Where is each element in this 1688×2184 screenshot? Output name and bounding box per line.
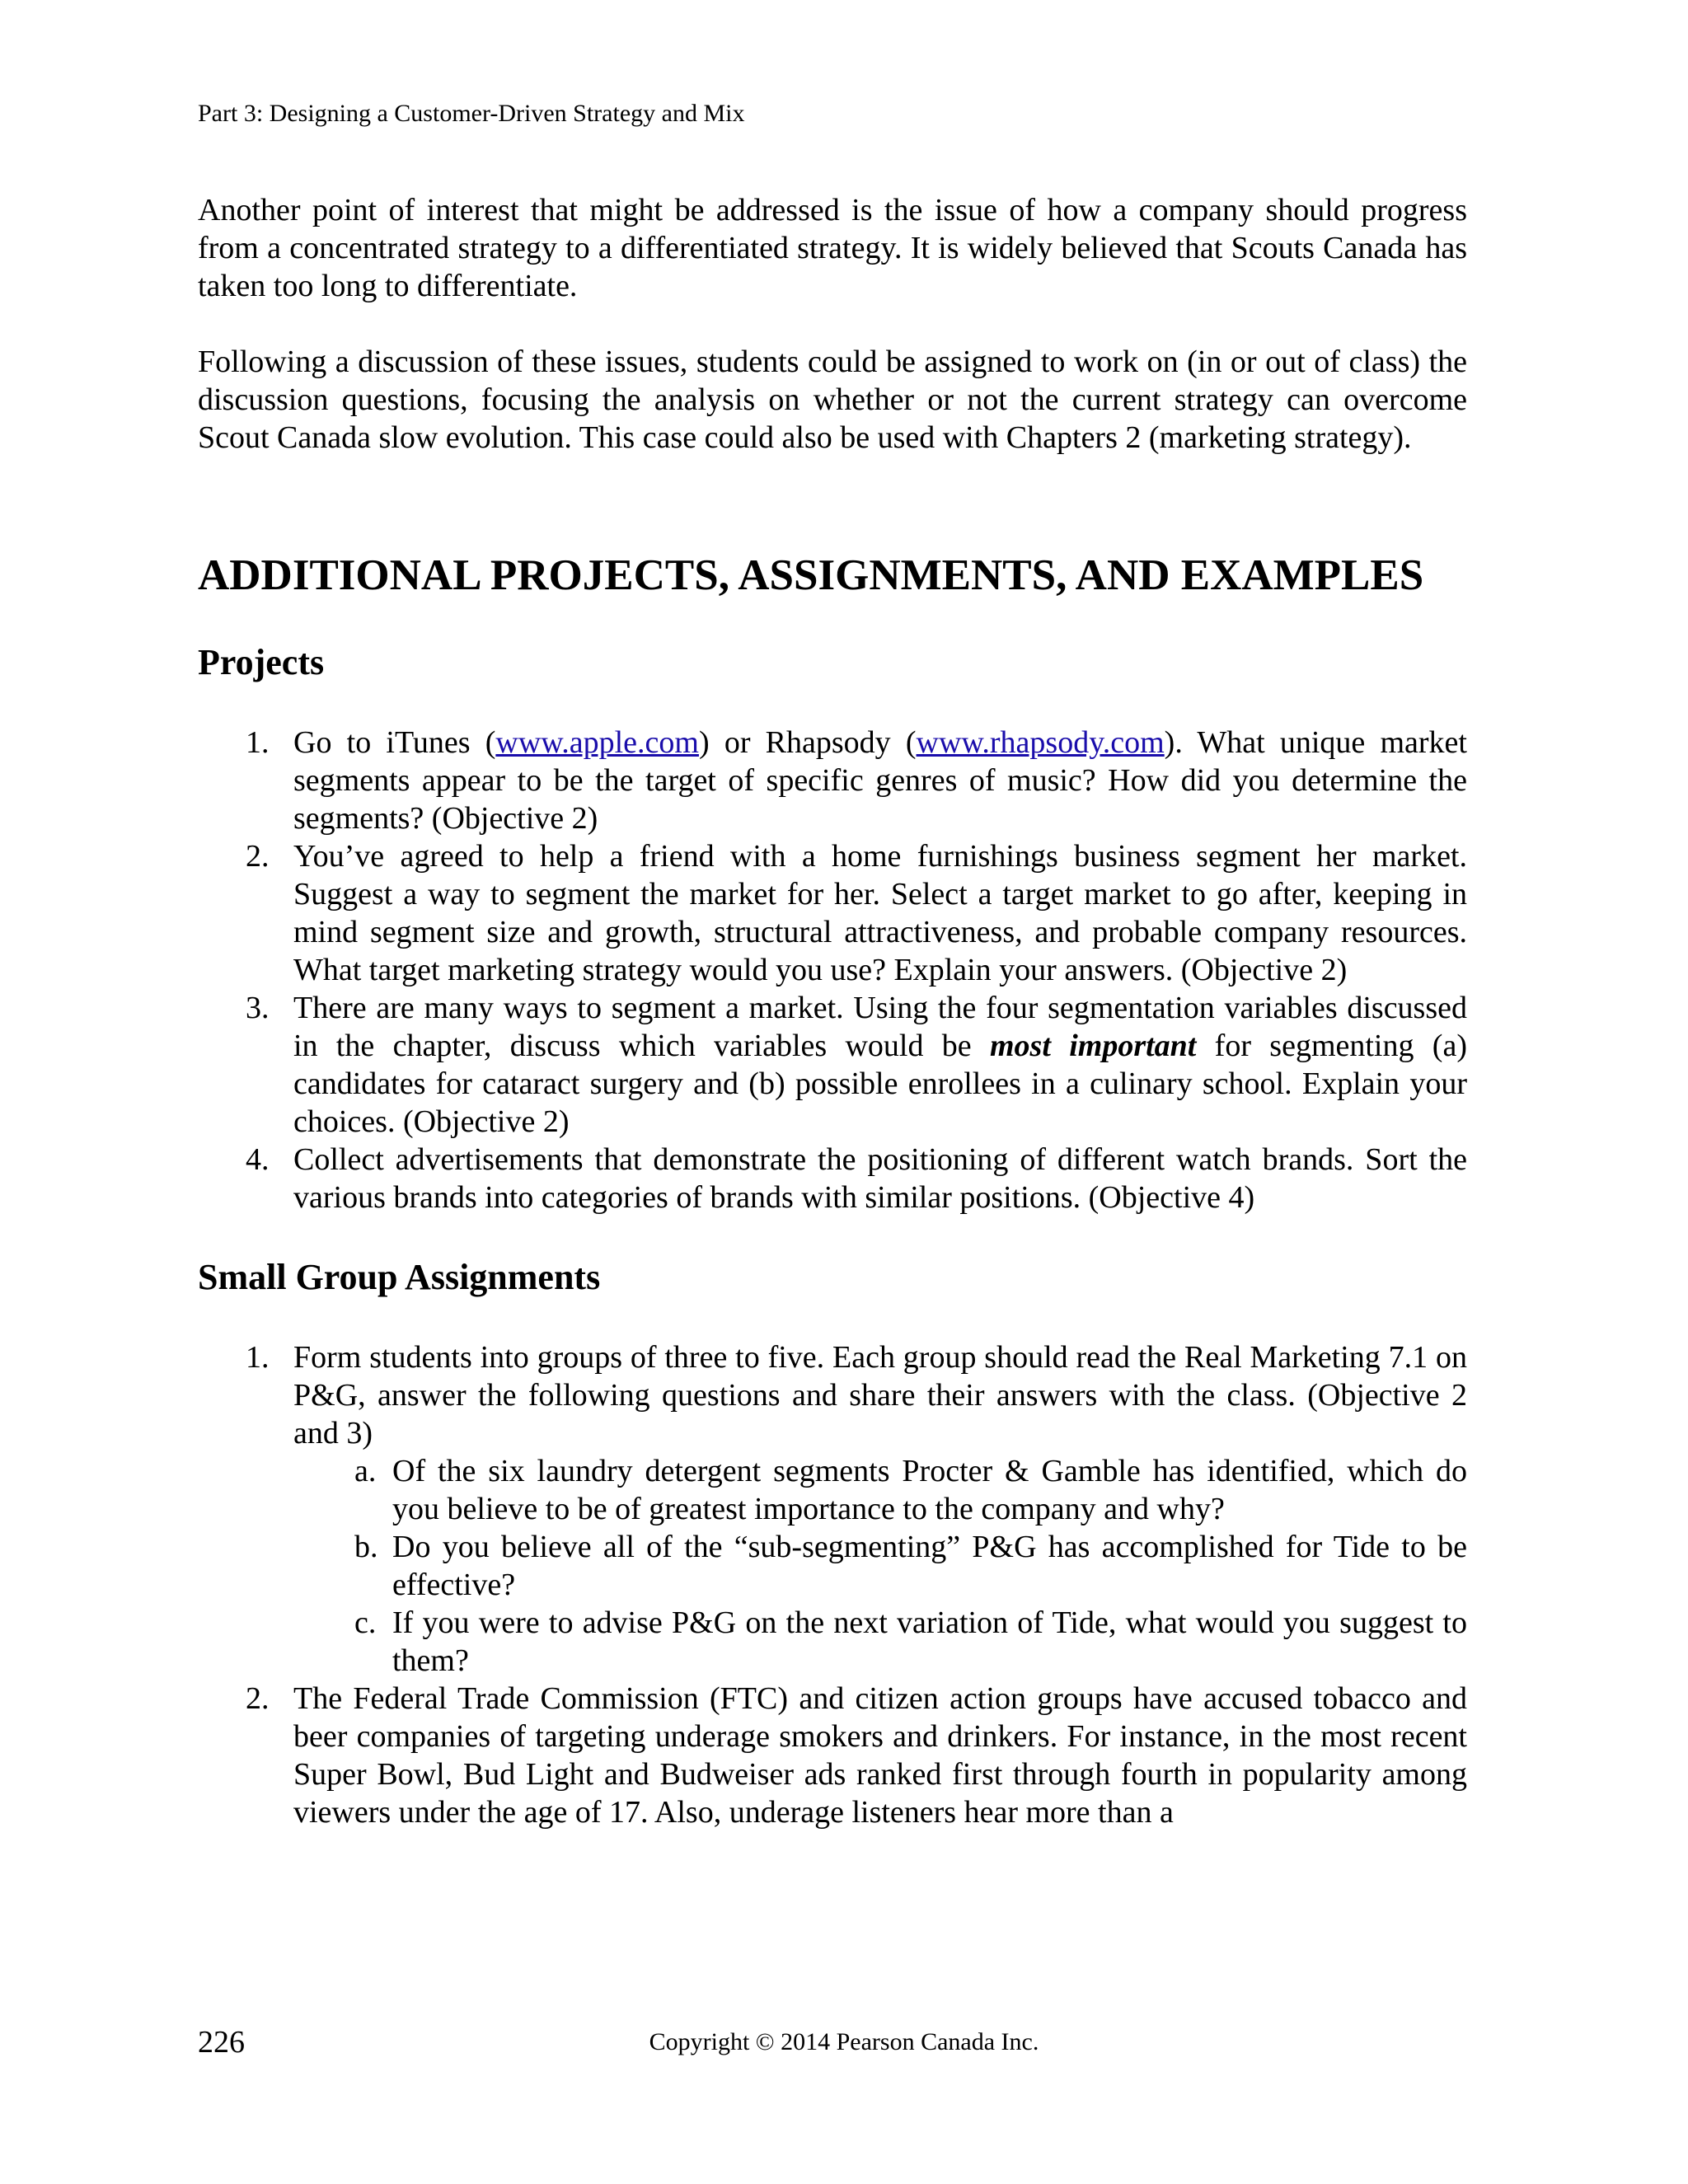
copyright-notice: Copyright © 2014 Pearson Canada Inc.	[649, 2028, 1039, 2055]
project-item-3	[198, 989, 1467, 1141]
sub-question-text: Of the six laundry detergent segments Procter & Gamble has identified, which do you believe to be of greatest importance to the company and why?	[392, 1454, 1467, 1526]
sub-letter: c.	[354, 1605, 377, 1640]
list-number: 4.	[246, 1142, 270, 1177]
small-group-1-text: Form students into groups of three to five. Each group should read the Real Marketing 7.1 on P&G, answer the following questions and share their answers with the class. (Objective 2 and 3)	[293, 1340, 1467, 1451]
sub-letter: a.	[354, 1454, 377, 1488]
list-number: 1.	[246, 1340, 270, 1375]
running-header: Part 3: Designing a Customer-Driven Strategy and Mix	[198, 100, 745, 127]
project-2-text: You’ve agreed to help a friend with a home furnishings business segment her market. Suggest a way to segment the market for her. Select a target market to go after, keeping in mind segment size and growth, structural attractiveness, and probable company resources. What target marketing strategy would you use? Explain your answers. (Objective 2)	[293, 839, 1467, 987]
project-1-text-c: ). What unique market segments appear to be the target of specific genres of music? How did you determine the segments? (Objective 2)	[293, 725, 1467, 836]
intro-paragraph-2: Following a discussion of these issues, students could be assigned to work on (in or out of class) the discussion questions, focusing the analysis on whether or not the current strategy can overcome Scout Canada slow evolution. This case could also be used with Chapters 2 (marketing strategy).	[198, 344, 1467, 455]
projects-heading: Projects	[198, 642, 325, 682]
project-4-text: Collect advertisements that demonstrate the positioning of different watch brands. Sort the various brands into categories of brands with similar positions. (Objective 4)	[293, 1142, 1467, 1215]
project-3-text-b: for segmenting (a) candidates for cataract surgery and (b) possible enrollees in a culinary school. Explain your choices. (Objective 2)	[293, 1029, 1467, 1139]
project-1-text-b: ) or Rhapsody (	[698, 725, 917, 760]
small-group-heading: Small Group Assignments	[198, 1257, 601, 1297]
small-group-item-2	[198, 1680, 1467, 1831]
sub-question-b	[293, 1528, 1467, 1604]
project-item-1	[198, 724, 1467, 837]
project-item-4	[198, 1141, 1467, 1216]
project-1-text-a: Go to iTunes (	[293, 725, 496, 760]
intro-paragraph-1: Another point of interest that might be addressed is the issue of how a company should progress from a concentrated strategy to a differentiated strategy. It is widely believed that Scouts Canada has taken too long to differentiate.	[198, 193, 1467, 303]
sub-letter: b.	[354, 1530, 378, 1564]
small-group-item-1	[198, 1338, 1467, 1680]
small-group-list	[198, 1338, 1467, 1831]
sub-question-list	[293, 1452, 1467, 1680]
list-number: 1.	[246, 725, 270, 760]
project-3-emphasis: most important	[989, 1029, 1197, 1063]
apple-link[interactable]: www.apple.com	[495, 725, 699, 760]
sub-question-c	[293, 1604, 1467, 1680]
page-number: 226	[198, 2025, 245, 2060]
list-number: 2.	[246, 839, 270, 874]
page-content	[198, 191, 1467, 1831]
projects-list	[198, 724, 1467, 1216]
sub-question-text: Do you believe all of the “sub-segmenting” P&G has accomplished for Tide to be effective?	[392, 1530, 1467, 1602]
small-group-2-text: The Federal Trade Commission (FTC) and citizen action groups have accused tobacco and beer companies of targeting underage smokers and drinkers. For instance, in the most recent Super Bowl, Bud Light and Budweiser ads ranked first through fourth in popularity among viewers under the age of 17. Also, underage listeners hear more than a	[293, 1681, 1467, 1830]
list-number: 3.	[246, 991, 270, 1025]
project-3-text-a: There are many ways to segment a market. Using the four segmentation variables discussed in the chapter, discuss which variables would be	[293, 991, 1467, 1063]
rhapsody-link[interactable]: www.rhapsody.com	[916, 725, 1165, 760]
section-title: ADDITIONAL PROJECTS, ASSIGNMENTS, AND EXAMPLES	[198, 551, 1424, 599]
sub-question-a	[293, 1452, 1467, 1528]
sub-question-text: If you were to advise P&G on the next variation of Tide, what would you suggest to them?	[392, 1605, 1467, 1678]
project-item-2	[198, 837, 1467, 989]
list-number: 2.	[246, 1681, 270, 1716]
